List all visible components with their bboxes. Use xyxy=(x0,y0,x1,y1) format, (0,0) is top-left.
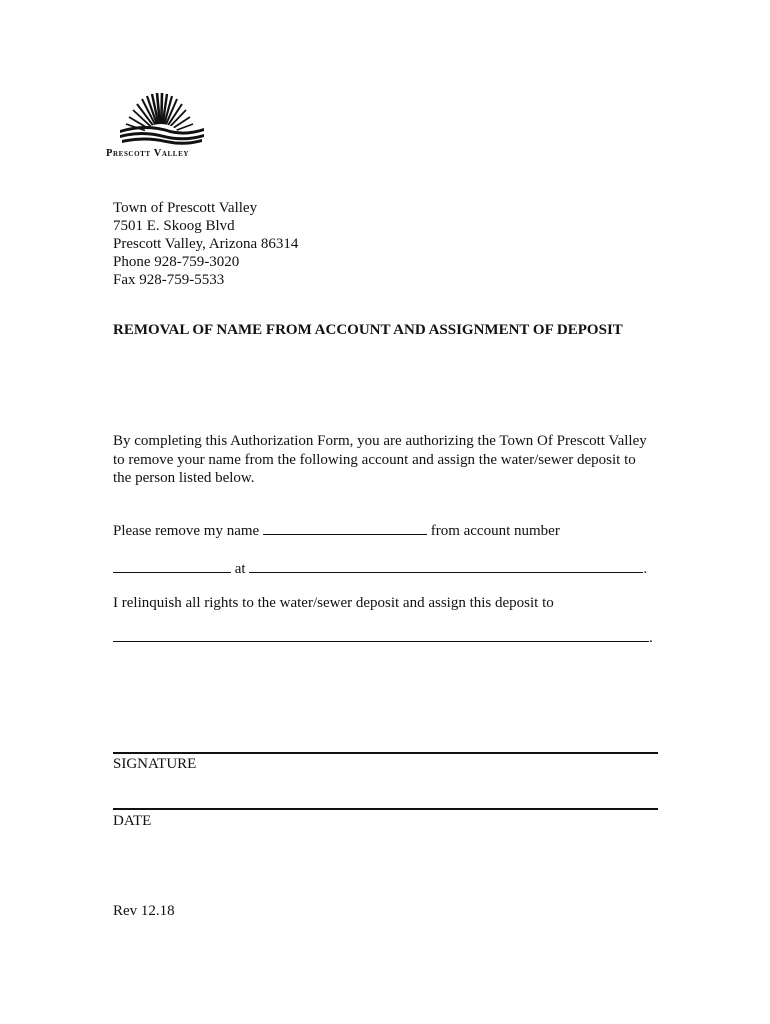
service-address-field[interactable] xyxy=(249,558,643,573)
logo-wordmark: Prescott Valley xyxy=(106,148,190,159)
assignee-row xyxy=(113,627,653,647)
date-line[interactable] xyxy=(113,808,658,810)
address-line-street: 7501 E. Skoog Blvd xyxy=(113,218,235,234)
relinquish-statement: I relinquish all rights to the water/sewer deposit and assign this deposit to xyxy=(113,595,554,611)
paragraph-line-3: the person listed below. xyxy=(113,470,255,486)
at-label: at xyxy=(234,561,246,577)
signature-label: SIGNATURE xyxy=(113,756,197,772)
name-field[interactable] xyxy=(263,520,427,535)
address-line-town: Town of Prescott Valley xyxy=(113,200,258,216)
remove-name-row xyxy=(113,520,560,540)
address-line-fax: Fax 928-759-5533 xyxy=(113,272,225,288)
assignee-name-field[interactable] xyxy=(113,627,649,642)
signature-line[interactable] xyxy=(113,752,658,754)
sunrise-logo-icon xyxy=(106,92,221,148)
account-number-field[interactable] xyxy=(113,558,231,573)
address-block xyxy=(113,199,298,289)
account-row xyxy=(113,558,647,578)
account-row-period: . xyxy=(643,561,648,577)
assignee-row-period: . xyxy=(649,630,653,646)
remove-name-suffix: from account number xyxy=(430,523,560,539)
paragraph-line-1: By completing this Authorization Form, you are authorizing the Town Of Prescott Valley xyxy=(113,433,647,449)
date-label: DATE xyxy=(113,813,152,829)
address-line-city: Prescott Valley, Arizona 86314 xyxy=(113,236,299,252)
revision-label: Rev 12.18 xyxy=(113,903,175,919)
address-line-phone: Phone 928-759-3020 xyxy=(113,254,240,270)
form-title: REMOVAL OF NAME FROM ACCOUNT AND ASSIGNMENT OF DEPOSIT xyxy=(113,322,623,338)
authorization-paragraph xyxy=(113,432,673,488)
paragraph-line-2: to remove your name from the following account and assign the water/sewer deposit to xyxy=(113,451,636,468)
prescott-valley-logo xyxy=(106,92,221,168)
remove-name-prefix: Please remove my name xyxy=(113,523,260,539)
